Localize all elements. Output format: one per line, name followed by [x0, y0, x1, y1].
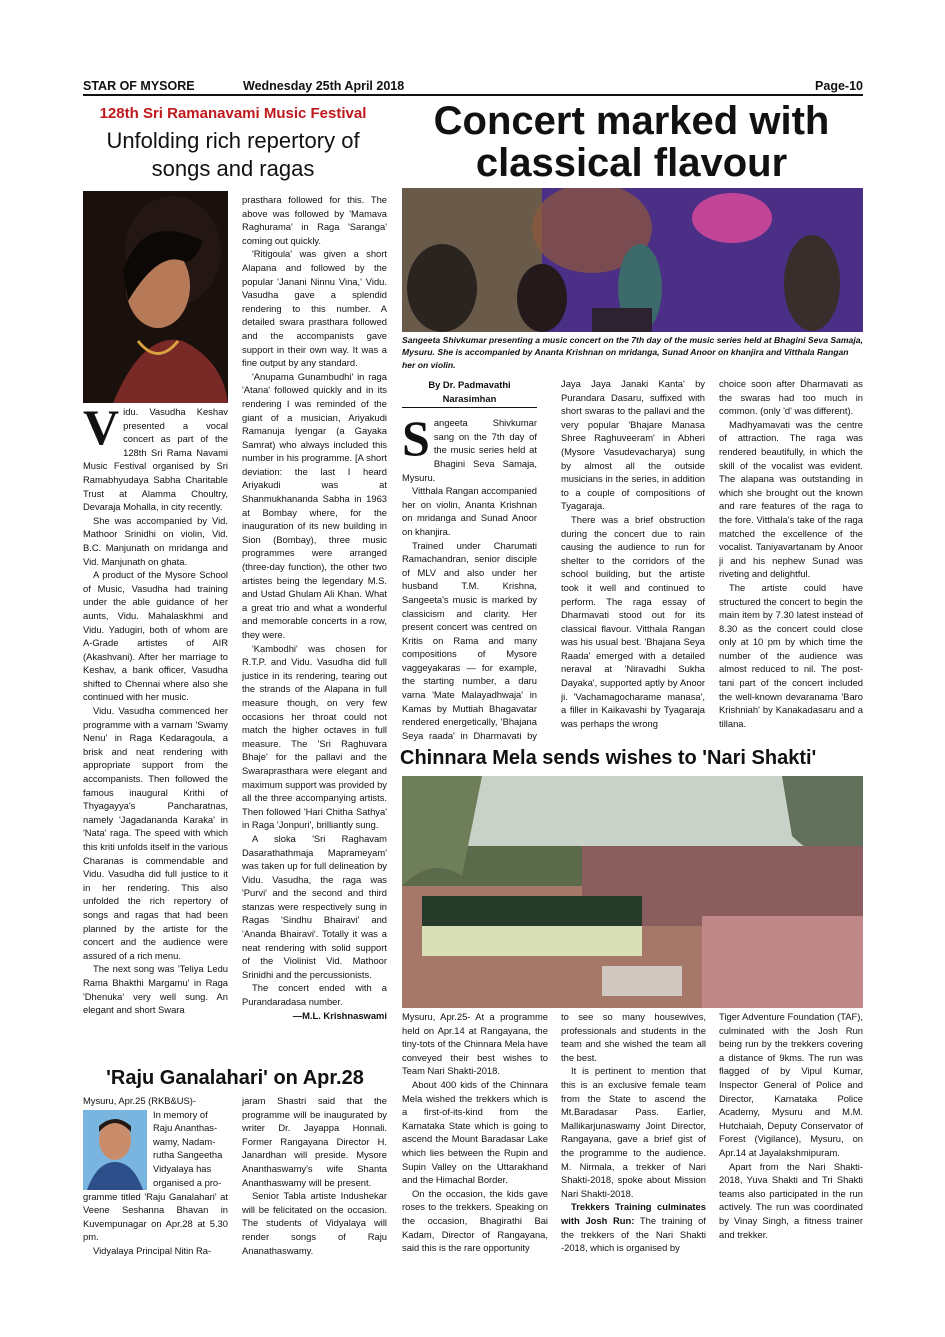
paragraph: Apart from the Nari Shakti-2018, Yuva Shakti and Tri Shakti teams also participated in the run actively. The run was coordinated by Vinay Singh, a fitness trainer and trekker. — [719, 1160, 863, 1240]
paragraph: idu. Vasudha Keshav presented a vocal concert as part of the 128th Sri Rama Navami Music Festival organised by Sri Ramabhyudaya Sabha Charitable Trust at Alamma Choultry, Devaraja Mohalla, in city recently. — [83, 406, 228, 513]
ramanavami-drop-cap: V — [83, 405, 120, 455]
paragraph: 'Kambodhi' was chosen for R.T.P. and Vidu. Vasudha did full justice in its rendering, tearing out the strands of the Alapana in full measure though, on very few occasions her throat could not match the higher octaves in full measure. The 'Sri Raghuvara Bhaje' for the pallavi and the Swaraprasthara were elegant and maximum support was provided by all the three accompanying artists. Then followed 'Hari Chitha Sathya' in Raga 'Jonpuri', brilliantly sung. — [242, 642, 387, 831]
byline: By Dr. Padmavathi Narasimhan — [428, 379, 511, 404]
page-number: Page-10 — [815, 79, 863, 93]
paragraph: 'Ritigoula' was given a short Alapana and followed by the popular 'Janani Ninnu Vina,' Vidu. Vasudha gave a splendid rendering to this number. A detailed swara prasthara followed and the accompanists gave support in their own way. It was a fine output by any standard. — [242, 248, 387, 369]
paragraph: On the occasion, the kids gave roses to the trekkers. Speaking on the occasion, Bhagirathi Bai Kadam, Director of Rangayana, said this is the rare opportunity — [402, 1187, 548, 1254]
paragraph: It is pertinent to mention that this is an exclusive female team from the State to ascend the Mt.Baradasar Pass. Earlier, Mallikarjunaswamy Joint Director, Rangayana, gave a brief gist of the programme to the audience. M. Nirmala, a trekker of Nari Shakti-2018, spoke about Mission Nari Shakti-2018. — [561, 1065, 706, 1199]
concert-headline: Concert marked with classical flavour — [433, 99, 830, 185]
concert-drop-cap: S — [402, 410, 430, 467]
paragraph: There was a brief obstruction during the concert due to rain causing the audience to run for shelter to the corridors of the school building, but the artiste took it well and continued to perform. The raga essay of Dharmavati stood out for its classical flavour. Vitthala Rangan was his usual best. 'Bhajana Seya Raada' emerged with a detailed neraval at 'Niravadhi Sukha Dayaka', supported aptly by Anoor ji. 'Vachamagocharame manasa', a filler in Kaikavashi by Tyagaraja was perhaps the wrong — [561, 513, 705, 729]
paragraph: The concert ended with a Purandaradasa number. — [242, 982, 387, 1008]
raju-photo — [83, 1110, 147, 1190]
concert-column-1 — [402, 378, 537, 743]
paragraph: Vitthala Rangan accompanied her on violin, Ananta Krishnan on mridanga and Sunad Anoor on khanjira. — [402, 485, 537, 537]
paragraph: A sloka 'Sri Raghavam Dasarathathmaja Maprameyam' was taken up for full delineation by Vidu. Vasudha, the raga was 'Purvi' and the second and third stanzas were respectively sung in Ragas 'Sindhu Bhairavi' and 'Ananda Bhairavi'. Totally it was a neat rendering with solid support of the Violinist Vid. Mathoor Srinidhi and the percussionists. — [242, 832, 387, 980]
paragraph: jaram Shastri said that the programme will be inaugurated by writer Dr. Jayappa Honnali. Former Rangayana Director H. Janardhan will preside. Mysore Ananthaswamy's wife Shanta Ananthaswamy will be present. — [242, 1095, 387, 1188]
paragraph: Trained under Charumati Ramachandran, senior disciple of MLV and also under her husband T.M. Krishna, Sangeeta's music is marked by classicism and clarity. Her present concert was centred on Kritis on Rama and many compositions of Mysore vaggeyakaras — for example, the starting number, a daru varna 'Mate Malayadhwaja' in Kamas by Muttiah Bhagavatar rendered energetically, 'Bhajana Seya raada' in Dharmavati by — [402, 539, 537, 741]
paragraph: She was accompanied by Vid. Mathoor Srinidhi on violin, Vid. B.C. Manjunath on mridanga and Vid. Manjunath on ghata. — [83, 514, 228, 567]
raju-headline: 'Raju Ganalahari' on Apr.28 — [106, 1067, 364, 1089]
ramanavami-headline: Unfolding rich repertory of songs and ragas — [106, 128, 360, 181]
paragraph: angeeta Shivkumar sang on the 7th day of the music series held at Bhagini Seva Samaja, Mysuru. — [402, 417, 537, 483]
paragraph: choice soon after Dharmavati as the swaras had too much in common. (only 'd' was different). — [719, 378, 863, 417]
raju-column-1 — [83, 1094, 228, 1264]
concert-photo — [402, 188, 863, 332]
raju-column-2 — [242, 1094, 387, 1264]
paragraph: 'Anupama Gunambudhi' in raga 'Atana' followed quickly and in its rendering I was reminded of the giant of a musician, Ariyakudi Ramanuja Iyengar (a Gayaka Samrat) who always included this number in his programme. [A short deviation: the last I heard Ariyakudi was at Shanmukhananda Sabha in 1963 at Bombay where, for the inauguration of its new building in Sion (Bombay), three music programmes were arranged (three-day function), the other two artistes being the legendary M.S. and Ustad Ghulam Ali Khan. What a great trio and what a wonderful and memorable concerts in a row, they were. — [242, 370, 387, 640]
ramanavami-column-1 — [83, 405, 228, 1065]
concert-column-2 — [561, 377, 705, 743]
paragraph: Jaya Jaya Janaki Kanta' by Purandara Dasaru, suffixed with short swaras to the pallavi and the very popular 'Bhajare Manasa Shree Raghuveeram' in Abheri (Mysore Vasudevacharya) sung by almost all the outside musicians in the series, in addition to a couple of compositions of Tyagaraja. — [561, 378, 705, 512]
paragraph: Vidu. Vasudha commenced her programme with a varnam 'Swamy Nenu' in Raga Kedaragoula, a brisk and neat rendering with appropriate support from the accompanists. Then followed the famous inaugural Krithi of Thyagayya's Pancharatnas, namely 'Jagadananda Karaka' in 'Nata' raga. The speed with which this kriti unfolds itself in the various Charanas is commendable and Vidu. Vasudha did full justice to it in her rendering. This also unfolded the rich repertory of songs and ragas that had been planned by the artiste for the concert and the audience were assured of a rich menu. — [83, 705, 228, 961]
chinnara-column-1 — [402, 1010, 548, 1265]
concert-column-3 — [719, 377, 863, 743]
text-line: organised a pro- — [153, 1176, 222, 1188]
text-line: rutha Sangeetha — [153, 1149, 223, 1161]
chinnara-column-2 — [561, 1010, 706, 1265]
vasudha-photo — [83, 191, 228, 403]
paragraph: Vidyalaya Principal Nitin Ra- — [93, 1244, 212, 1256]
paragraph: Senior Tabla artiste Indushekar will be felicitated on the occasion. The students of Vidyalaya will render songs of Raju Ananathaswamy. — [242, 1190, 387, 1256]
paragraph: About 400 kids of the Chinnara Mela wished the trekkers which is a first-of-its-kind from the Karnataka State which is going to ascend the Mount Baradasar Lake which lies between the Rupin and Supin Valley on the Uttarakhand and the Himachal Border. — [402, 1078, 548, 1186]
text-line: Raju Ananthas- — [153, 1122, 218, 1134]
dateline: Mysuru, Apr.25 (RKB&US)- — [83, 1095, 197, 1106]
header-rule — [83, 94, 863, 96]
paragraph-tail: The training of the trekkers of the Nari Shakti -2018, which is organised by — [561, 1214, 706, 1254]
chinnara-photo — [402, 776, 863, 1008]
paragraph: A product of the Mysore School of Music, Vasudha had training under the able guidance of her aunts, Vidu. Mahalaskhmi and Vidu. Yadugiri, both of whom are A-Grade artistes of AIR (Akashvani). After her marriage to Keshav, a bank officer, Vasudha shifted to Chennai where also she continued with her music. — [83, 569, 228, 703]
text-line: In memory of — [153, 1108, 208, 1120]
paragraph: gramme titled 'Raju Ganalahari' at Veene Seshanna Bhavan in Kuvempunagar on Apr.28 at 5.30 pm. — [83, 1190, 228, 1243]
chinnara-column-3 — [719, 1010, 863, 1265]
author-signature: —M.L. Krishnaswami — [292, 1009, 387, 1021]
ramanavami-column-2 — [242, 193, 387, 1065]
paragraph: Mysuru, Apr.25- At a programme held on Apr.14 at Rangayana, the tiny-tots of the Chinnara Mela have conveyed their best wishes to Team Nari Shakti-2018. — [402, 1011, 548, 1077]
text-line: wamy, Nadam- — [153, 1135, 216, 1147]
paragraph: The next song was 'Teliya Ledu Rama Bhakthi Margamu' in Raga 'Dhenuka' very well sung. An elegant and short Swara — [83, 963, 228, 1016]
issue-date: Wednesday 25th April 2018 — [243, 79, 405, 93]
paragraph: The artiste could have structured the concert to begin the main item by 7.30 latest instead of 8.30 as the concert could close only at 10 pm by which time the number of the audience was almost reduced to nil. The post-tani part of the concert included the well-known devaranama 'Baro Krishniah' by Kanakadasaru and a tillana. — [719, 581, 863, 729]
text-line: Vidyalaya has — [153, 1162, 212, 1174]
subhead: Trekkers Training culminates with Josh Run: — [561, 1201, 706, 1226]
paragraph: Tiger Adventure Foundation (TAF), culminated with the Josh Run being run by the trekkers covering a distance of 9kms. The run was flagged of by Vipul Kumar, Inspector General of Police and Director, Karnataka Police Academy, Mysuru and M.M. Hutchaiah, Deputy Conservator of Forest (Vigilance), Mysuru, on Apr.14 at Jayalakshmipuram. — [719, 1011, 863, 1158]
masthead-name: STAR OF MYSORE — [83, 79, 195, 93]
chinnara-headline: Chinnara Mela sends wishes to 'Nari Shakti' — [400, 747, 817, 769]
ramanavami-kicker: 128th Sri Ramanavami Music Festival — [99, 105, 367, 122]
paragraph: Madhyamavati was the centre of attraction. The raga was rendered beautifully, in which the skill of the vocalist was evident. The alapana was outstanding in which she brought out the known and rare features of the raga to the fore. Vitthala's take of the raga matched the excellence of the vocalist. Taniyavartanam by Anoor ji and his nephew Sunad was riveting and delightful. — [719, 418, 863, 580]
byline-rule — [402, 407, 537, 408]
paragraph: prasthara followed for this. The above was followed by 'Mamava Raghurama' in Raga 'Saranga' coming out quickly. — [242, 194, 387, 246]
paragraph: to see so many housewives, professionals and students in the team and she wished the team all the best. — [561, 1011, 706, 1063]
concert-caption: Sangeeta Shivkumar presenting a music concert on the 7th day of the music series held at Bhagini Seva Samaja, Mysuru. She is accompanied by Ananta Krishnan on mridanga, Sunad Anoor on khanjira and Vitthala Rangan her on violin. — [402, 335, 863, 370]
